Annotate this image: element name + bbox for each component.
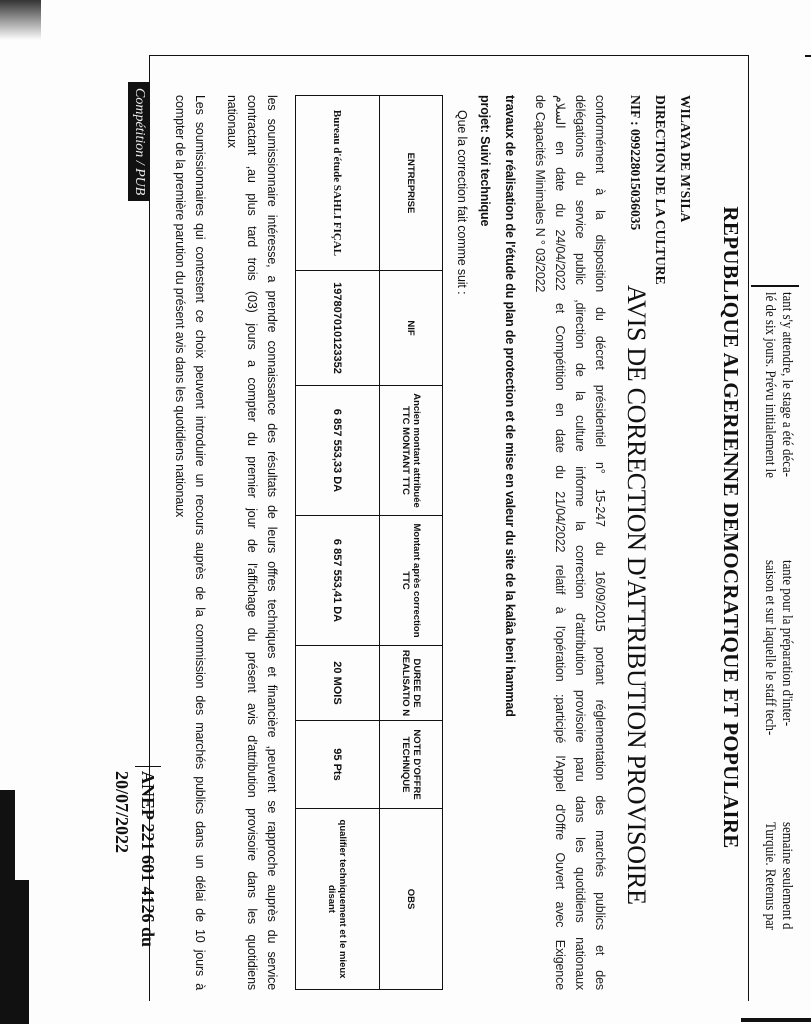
header-cell: DUREE DE REALISATIO N xyxy=(380,646,443,721)
cell-nif: 197807010123352 xyxy=(296,271,380,386)
strip-line: saison et sur laquelle le staff tech- xyxy=(762,560,778,736)
strip-line: tant s'y attendre, le stage a été déca- xyxy=(779,292,795,477)
text-line: projet: Suivi technique xyxy=(478,95,492,227)
cell-ancien-montant: 6 857 553,33 DA xyxy=(296,386,380,516)
text-line: les soumissionnaire intéresse, a prendre connaissance des résultats de leurs offres techniques et financière ,peuvent se rapproche auprès du service xyxy=(265,95,279,990)
wilaya: WILAYA DE M'SILA xyxy=(678,95,693,223)
scan-edge xyxy=(0,880,29,1024)
cell-montant-apres: 6 857 553,41 DA xyxy=(296,516,380,646)
operation xyxy=(500,95,520,990)
text-line: Les soumissionnaires qui contestent ce choix peuvent introduire un recours auprès de la commission des marchés publics dans un délai de 10 jours à xyxy=(193,95,207,990)
text-line: السلام en date du 24/04/2022 et Compétition en date du 21/04/2022 relatif à l'opération :participé l'Appel d'Offre Ouvert avec Exigence xyxy=(553,95,567,990)
nif: NIF : 099228015036035 xyxy=(628,95,643,231)
text-line: compter de la première parution du présent avis dans les quotidiens nationaux xyxy=(173,95,187,518)
paragraph-recours xyxy=(170,95,210,990)
page-edge xyxy=(741,1018,811,1022)
scan-edge xyxy=(0,0,41,40)
projet xyxy=(475,95,495,990)
text-line: travaux de réalisation de l'étude du plan de protection et de mise en valeur du site de la kalâa beni hammad xyxy=(503,95,517,717)
direction: DIRECTION DE LA CULTURE xyxy=(653,95,668,285)
header-cell: NOTE D'OFFRE TECHNIQUE xyxy=(380,721,443,809)
newspaper-column-1 xyxy=(761,292,795,478)
attribution-table xyxy=(295,95,443,990)
text-line: nationaux xyxy=(225,95,239,148)
scan-edge xyxy=(0,790,15,890)
newspaper-column-3 xyxy=(761,822,795,930)
header-cell: Montant après correction TTC xyxy=(380,516,443,646)
anep-reference: ANEP 221 601 4126 du 20/07/2022 xyxy=(135,766,161,1024)
column-rule xyxy=(805,55,811,57)
strip-line: semaine seulement d xyxy=(779,822,795,930)
table-header-row xyxy=(380,96,443,990)
header-cell: ENTREPRISE xyxy=(380,96,443,271)
que xyxy=(452,110,472,610)
cell-duree: 20 MOIS xyxy=(296,646,380,721)
header-cell: NIF xyxy=(380,271,443,386)
newspaper-column-2 xyxy=(761,560,795,735)
cell-note: 95 Pts xyxy=(296,721,380,809)
strip-line: lé de six jours. Prévu initialement le xyxy=(762,292,778,478)
column-rule xyxy=(751,285,799,287)
republic-header: REPUBLIQUE ALGERIENNE DEMOCRATIQUE ET POPULAIRE xyxy=(719,206,743,849)
source-label: Compétition / PUB xyxy=(128,82,150,201)
notice-title: AVIS DE CORRECTION D'ATTRIBUTION PROVISOIRE xyxy=(622,285,651,905)
text-line: délégations du service public ,direction de la culture informe la correction d'attribution provisoire paru dans les quotidiens nationaux xyxy=(573,95,587,990)
header-cell: OBS xyxy=(380,809,443,990)
text-line: contractant ,au plus tard trois (03) jours a compter du premier jour de l'affichage du présent avis d'attribution provisoire dans les quotidiens xyxy=(245,95,259,990)
cell-obs: qualifier techniquement et le mieux disant xyxy=(296,809,380,990)
text-line: conformément à la disposition du décret présidentiel n° 15-247 du 16/09/2015 portant réglementation des marchés publics et des xyxy=(593,95,607,990)
text-line: de Capacités Minimales N ° 03/2022 xyxy=(533,95,547,293)
strip-line: tante pour la préparation d'inter- xyxy=(779,560,795,727)
header-cell: Ancien montant attribuée TTC MONTANT TTC xyxy=(380,386,443,516)
cell-entreprise: Bureau d'étude SAHLI FIÇAL xyxy=(296,96,380,271)
strip-line: Turquie. Retenus par xyxy=(762,822,778,931)
table-row xyxy=(296,96,380,990)
paragraph-soumissionnaire xyxy=(222,95,282,990)
text-line: Que la correction fait comme suit : xyxy=(455,110,469,295)
intro-paragraph xyxy=(530,95,610,990)
